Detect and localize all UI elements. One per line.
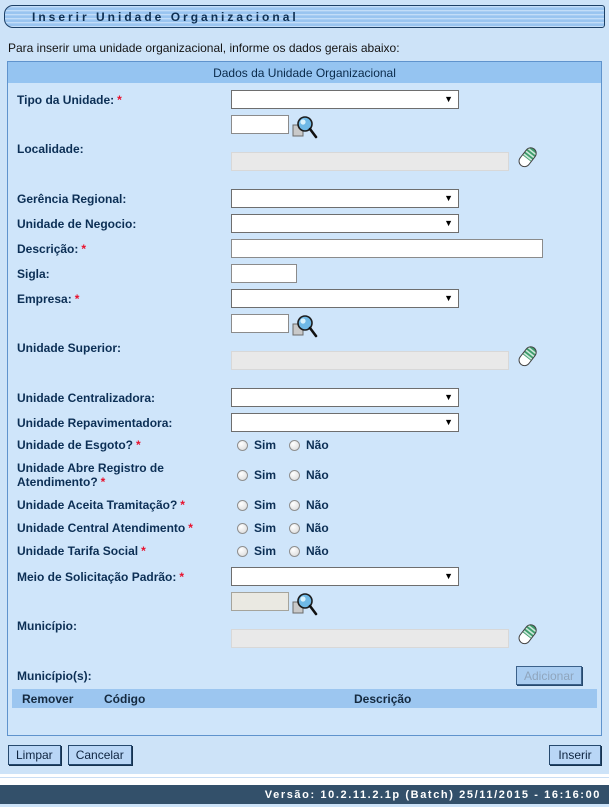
radio-label-sim: Sim bbox=[254, 544, 277, 558]
tipo-unidade-label: Tipo da Unidade: * bbox=[17, 92, 122, 107]
action-buttons-bar bbox=[8, 745, 601, 765]
central-atendimento-label: Unidade Central Atendimento * bbox=[17, 521, 193, 535]
required-asterisk: * bbox=[81, 241, 87, 256]
field-row-tipo-unidade bbox=[13, 90, 596, 109]
empresa-select[interactable] bbox=[231, 289, 459, 308]
central-atendimento-sim-radio[interactable] bbox=[237, 523, 248, 534]
field-row-meio-solicitacao bbox=[13, 567, 596, 586]
unidade-repavimentadora-select[interactable] bbox=[231, 413, 459, 432]
municipio-label: Município: bbox=[17, 619, 77, 633]
chevron-down-icon: ▼ bbox=[444, 392, 453, 402]
field-row-unidade-repavimentadora bbox=[13, 413, 596, 432]
central-atendimento-nao-radio[interactable] bbox=[289, 523, 300, 534]
radio-label-sim: Sim bbox=[254, 521, 277, 535]
unidade-centralizadora-label: Unidade Centralizadora: bbox=[17, 390, 156, 405]
version-text: Versão: 10.2.11.2.1p (Batch) 25/11/2015 - 16:16:00 bbox=[264, 788, 601, 801]
tarifa-social-label: Unidade Tarifa Social * bbox=[17, 544, 146, 558]
tarifa-social-nao-radio[interactable] bbox=[289, 546, 300, 557]
meio-solicitacao-label: Meio de Solicitação Padrão: * bbox=[17, 569, 185, 584]
aceita-tramitacao-nao-radio[interactable] bbox=[289, 500, 300, 511]
field-row-municipios bbox=[13, 666, 596, 685]
search-icon[interactable] bbox=[291, 314, 318, 346]
radio-label-nao: Não bbox=[306, 498, 329, 512]
field-row-aceita-tramitacao bbox=[13, 498, 596, 512]
version-bar bbox=[0, 785, 609, 804]
field-row-localidade bbox=[13, 115, 596, 183]
aceita-tramitacao-label: Unidade Aceita Tramitação? * bbox=[17, 498, 185, 512]
field-row-unidade-centralizadora bbox=[13, 388, 596, 407]
unidade-superior-description-field bbox=[231, 351, 509, 370]
sigla-input[interactable] bbox=[231, 264, 297, 283]
limpar-button[interactable]: Limpar bbox=[8, 745, 61, 765]
esgoto-sim-radio[interactable] bbox=[237, 440, 248, 451]
field-row-central-atendimento bbox=[13, 521, 596, 535]
municipio-description-field bbox=[231, 629, 509, 648]
radio-label-nao: Não bbox=[306, 438, 329, 452]
localidade-description-field bbox=[231, 152, 509, 171]
tipo-unidade-select[interactable] bbox=[231, 90, 459, 109]
unidade-negocio-select[interactable] bbox=[231, 214, 459, 233]
field-row-abre-registro bbox=[13, 461, 596, 489]
unidade-superior-code-input[interactable] bbox=[231, 314, 289, 333]
chevron-down-icon: ▼ bbox=[444, 94, 453, 104]
field-row-unidade-negocio bbox=[13, 214, 596, 233]
localidade-label: Localidade: bbox=[17, 142, 84, 156]
radio-label-sim: Sim bbox=[254, 468, 277, 482]
field-row-empresa bbox=[13, 289, 596, 308]
footer-divider bbox=[0, 772, 609, 785]
tarifa-social-sim-radio[interactable] bbox=[237, 546, 248, 557]
municipios-table-header bbox=[12, 689, 597, 708]
page-title: Inserir Unidade Organizacional bbox=[32, 9, 299, 24]
search-icon[interactable] bbox=[291, 115, 318, 147]
unidade-repavimentadora-label: Unidade Repavimentadora: bbox=[17, 415, 173, 430]
section-header: Dados da Unidade Organizacional bbox=[8, 62, 601, 83]
sigla-label: Sigla: bbox=[17, 266, 50, 281]
form-panel bbox=[7, 61, 602, 736]
radio-label-sim: Sim bbox=[254, 438, 277, 452]
window-title-bar bbox=[4, 5, 605, 28]
required-asterisk: * bbox=[141, 544, 146, 558]
field-row-gerencia-regional bbox=[13, 189, 596, 208]
gerencia-regional-label: Gerência Regional: bbox=[17, 191, 127, 206]
radio-label-nao: Não bbox=[306, 544, 329, 558]
municipio-code-input bbox=[231, 592, 289, 611]
unidade-esgoto-label: Unidade de Esgoto? * bbox=[17, 438, 141, 452]
empresa-label: Empresa: * bbox=[17, 291, 80, 306]
instruction-text: Para inserir uma unidade organizacional, informe os dados gerais abaixo: bbox=[8, 41, 400, 55]
chevron-down-icon: ▼ bbox=[444, 293, 453, 303]
column-header-codigo: Código bbox=[104, 691, 146, 706]
aceita-tramitacao-sim-radio[interactable] bbox=[237, 500, 248, 511]
required-asterisk: * bbox=[180, 498, 185, 512]
field-row-municipio bbox=[13, 592, 596, 660]
chevron-down-icon: ▼ bbox=[444, 417, 453, 427]
inserir-button[interactable]: Inserir bbox=[549, 745, 601, 765]
field-row-unidade-superior bbox=[13, 314, 596, 382]
adicionar-button[interactable]: Adicionar bbox=[516, 666, 582, 685]
chevron-down-icon: ▼ bbox=[444, 218, 453, 228]
chevron-down-icon: ▼ bbox=[444, 193, 453, 203]
abre-registro-label: Unidade Abre Registro de Atendimento? * bbox=[17, 461, 164, 489]
required-asterisk: * bbox=[188, 521, 193, 535]
abre-registro-nao-radio[interactable] bbox=[289, 470, 300, 481]
chevron-down-icon: ▼ bbox=[444, 571, 453, 581]
unidade-centralizadora-select[interactable] bbox=[231, 388, 459, 407]
required-asterisk: * bbox=[136, 438, 141, 452]
municipios-label: Município(s): bbox=[17, 668, 92, 683]
gerencia-regional-select[interactable] bbox=[231, 189, 459, 208]
unidade-negocio-label: Unidade de Negocio: bbox=[17, 216, 137, 231]
required-asterisk: * bbox=[100, 475, 106, 489]
unidade-superior-label: Unidade Superior: bbox=[17, 341, 122, 355]
meio-solicitacao-select[interactable] bbox=[231, 567, 459, 586]
abre-registro-sim-radio[interactable] bbox=[237, 470, 248, 481]
search-icon[interactable] bbox=[291, 592, 318, 624]
field-row-unidade-esgoto bbox=[13, 438, 596, 452]
eraser-icon[interactable] bbox=[514, 344, 540, 375]
descricao-input[interactable] bbox=[231, 239, 543, 258]
required-asterisk: * bbox=[74, 291, 80, 306]
eraser-icon[interactable] bbox=[514, 622, 540, 653]
field-row-descricao bbox=[13, 239, 596, 258]
required-asterisk: * bbox=[179, 569, 185, 584]
cancelar-button[interactable]: Cancelar bbox=[68, 745, 132, 765]
column-header-descricao: Descrição bbox=[354, 691, 412, 706]
field-row-tarifa-social bbox=[13, 544, 596, 558]
esgoto-nao-radio[interactable] bbox=[289, 440, 300, 451]
descricao-label: Descrição: * bbox=[17, 241, 87, 256]
localidade-code-input[interactable] bbox=[231, 115, 289, 134]
required-asterisk: * bbox=[117, 92, 122, 107]
radio-label-sim: Sim bbox=[254, 498, 277, 512]
radio-label-nao: Não bbox=[306, 521, 329, 535]
radio-label-nao: Não bbox=[306, 468, 329, 482]
field-row-sigla bbox=[13, 264, 596, 283]
eraser-icon[interactable] bbox=[514, 145, 540, 176]
column-header-remover: Remover bbox=[22, 691, 74, 706]
